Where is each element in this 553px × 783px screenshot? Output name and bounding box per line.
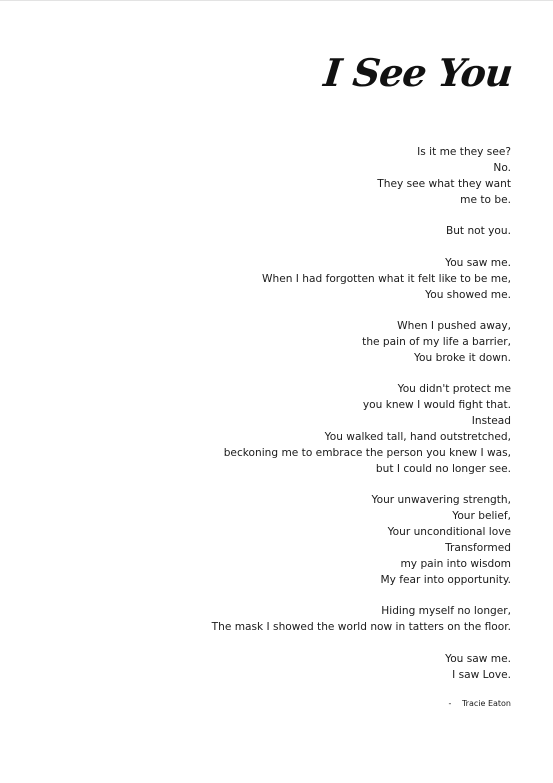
- poem-line: Your belief,: [452, 510, 511, 523]
- poem-line: Hiding myself no longer,: [381, 605, 511, 618]
- poem-line: Your unwavering strength,: [371, 494, 511, 507]
- poem-line: my pain into wisdom: [400, 558, 511, 570]
- poem-line: Your unconditional love: [387, 526, 511, 539]
- poem-line: the pain of my life a barrier,: [362, 335, 511, 348]
- poem-line: You saw me.: [445, 652, 511, 665]
- stanza: [31, 224, 511, 240]
- poem-line: Is it me they see?: [417, 146, 511, 158]
- poem-line: You showed me.: [425, 288, 511, 301]
- poem-line: But not you.: [445, 225, 511, 238]
- poem-line: When I had forgotten what it felt like to be me,: [262, 272, 511, 285]
- poem-line: You walked tall, hand outstretched,: [324, 431, 511, 444]
- poem-line: My fear into opportunity.: [380, 573, 511, 586]
- stanza: [31, 382, 511, 477]
- stanza: [31, 319, 511, 367]
- poem-line: me to be.: [460, 193, 511, 206]
- poem-line: You broke it down.: [413, 351, 511, 364]
- poem-line: You saw me.: [445, 256, 511, 269]
- poem-line: They see what they want: [377, 177, 511, 190]
- attribution: [449, 699, 511, 708]
- poem-line: you knew I would fight that.: [362, 399, 511, 412]
- poem-line: beckoning me to embrace the person you knew I was,: [223, 446, 511, 459]
- poem-line: You didn't protect me: [397, 383, 511, 396]
- poem-line: When I pushed away,: [397, 320, 511, 333]
- stanza: [31, 652, 511, 684]
- poem-line: Transformed: [445, 542, 511, 555]
- stanza: [31, 604, 511, 636]
- attribution-dash: -: [448, 699, 452, 708]
- stanza: [31, 256, 511, 304]
- poem-line: I saw Love.: [452, 668, 511, 681]
- poem-line: but I could no longer see.: [375, 462, 511, 475]
- poem-body: [31, 145, 511, 684]
- poem-line: The mask I showed the world now in tatters on the floor.: [211, 621, 511, 634]
- poem-line: Instead: [471, 415, 511, 428]
- poem-title: I See You: [321, 50, 515, 95]
- author-name: Tracie Eaton: [461, 699, 511, 708]
- stanza: [31, 493, 511, 588]
- poem-line: No.: [493, 161, 511, 174]
- stanza: [31, 145, 511, 209]
